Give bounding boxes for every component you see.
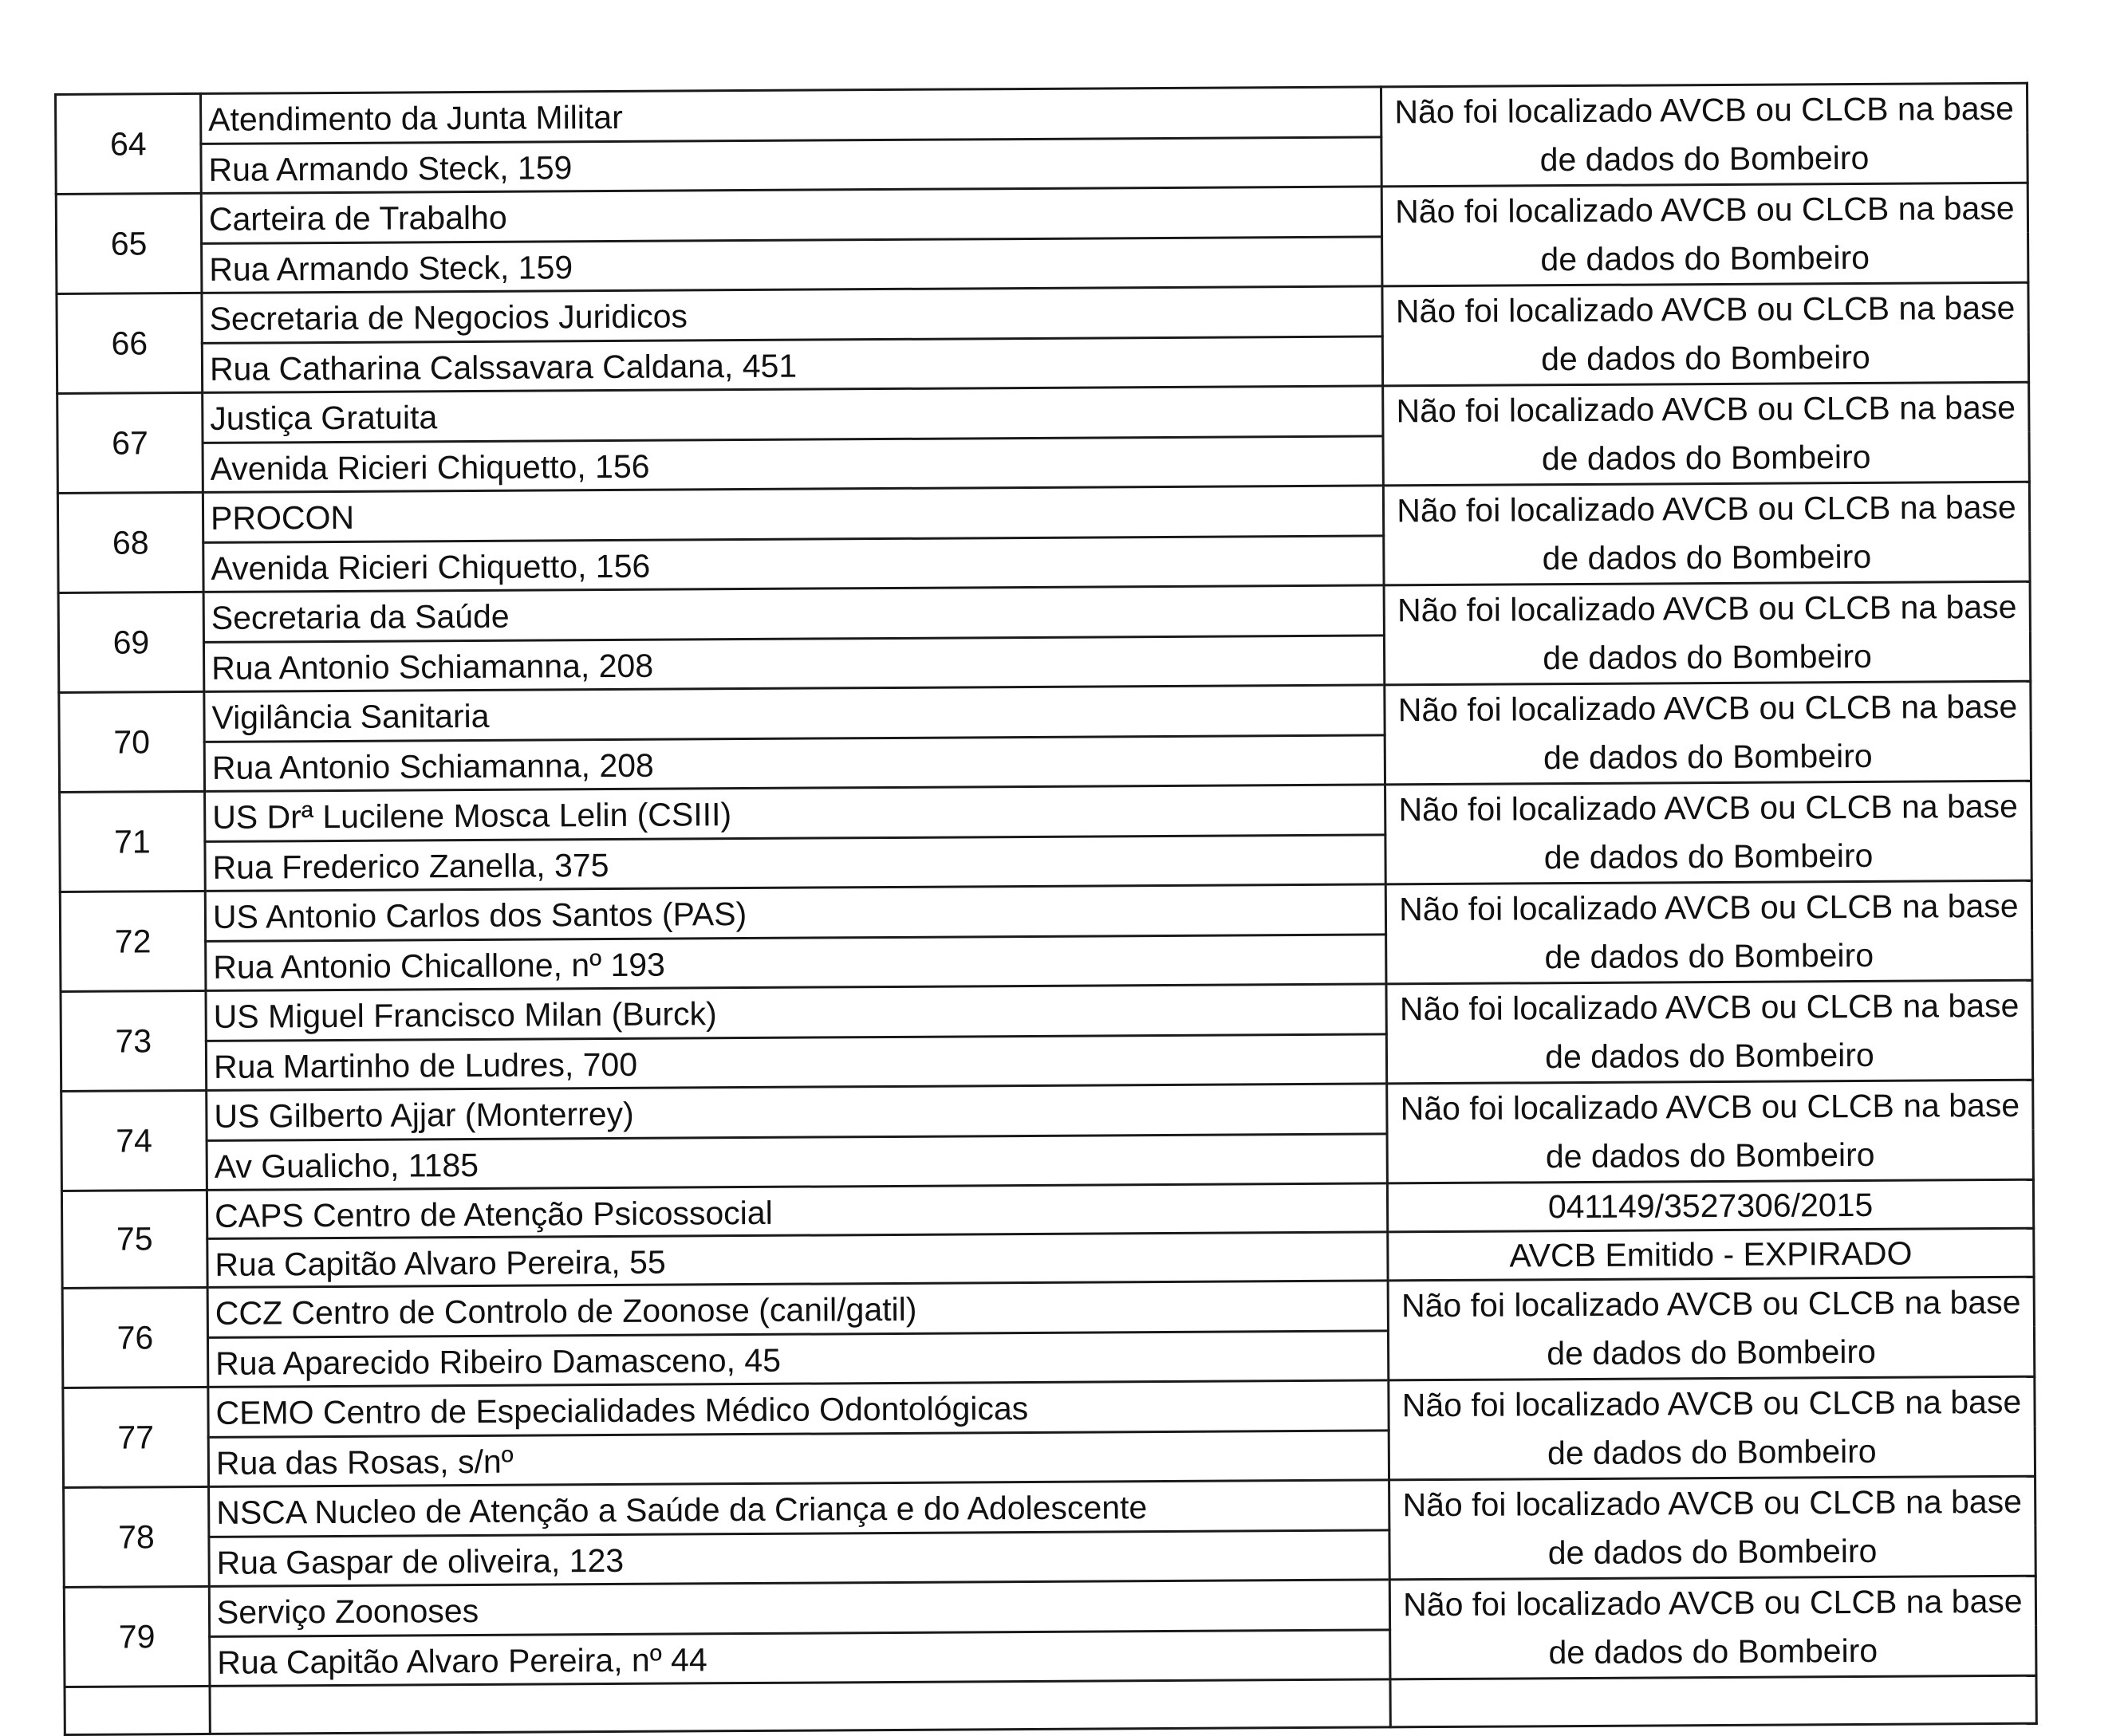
status-line-2: de dados do Bombeiro bbox=[1541, 338, 1870, 378]
facility-name: Carteira de Trabalho bbox=[201, 187, 1381, 243]
avcb-status bbox=[1382, 282, 2029, 386]
status-line-2: de dados do Bombeiro bbox=[1543, 837, 1874, 876]
status-line-1: Não foi localizado AVCB ou CLCB na base bbox=[1395, 189, 2015, 230]
facility-name: Secretaria de Negocios Juridicos bbox=[202, 286, 1382, 343]
avcb-number: 041149/3527306/2015 bbox=[1387, 1179, 2033, 1232]
status-line-2: de dados do Bombeiro bbox=[1547, 1432, 1877, 1472]
status-line-1: Não foi localizado AVCB ou CLCB na base bbox=[1399, 986, 2020, 1028]
table-row bbox=[57, 382, 2029, 443]
row-number: 70 bbox=[59, 691, 205, 792]
facility-name: US Antonio Carlos dos Santos (PAS) bbox=[205, 884, 1385, 941]
status-line-1: Não foi localizado AVCB ou CLCB na base bbox=[1402, 1482, 2023, 1524]
status-line-1: Não foi localizado AVCB ou CLCB na base bbox=[1395, 289, 2016, 330]
row-number: 75 bbox=[61, 1190, 207, 1288]
status-line-1: Não foi localizado AVCB ou CLCB na base bbox=[1397, 488, 2016, 529]
avcb-status bbox=[1385, 781, 2032, 884]
avcb-status bbox=[1383, 382, 2030, 486]
facility-name: US Gilberto Ajjar (Monterrey) bbox=[207, 1084, 1387, 1140]
table-row bbox=[62, 1277, 2034, 1338]
facility-address: Rua das Rosas, s/nº bbox=[208, 1430, 1389, 1486]
facility-address: Rua Capitão Alvaro Pereira, nº 44 bbox=[210, 1629, 1390, 1686]
status-line-1: Não foi localizado AVCB ou CLCB na base bbox=[1399, 887, 2019, 928]
row-number: 78 bbox=[64, 1486, 210, 1587]
status-line-1: Não foi localizado AVCB ou CLCB na base bbox=[1396, 388, 2016, 430]
row-number: 76 bbox=[62, 1287, 208, 1388]
avcb-status bbox=[1387, 1080, 2034, 1183]
status-line-2: de dados do Bombeiro bbox=[1545, 1136, 1875, 1175]
status-line-1: Não foi localizado AVCB ou CLCB na base bbox=[1400, 1086, 2020, 1128]
row-number: 77 bbox=[63, 1387, 209, 1487]
row-number: 74 bbox=[61, 1090, 207, 1191]
avcb-status bbox=[1381, 83, 2028, 187]
avcb-status: AVCB Emitido - EXPIRADO bbox=[1388, 1228, 2034, 1281]
table-row bbox=[60, 781, 2031, 842]
facility-name: Justiça Gratuita bbox=[203, 386, 1383, 443]
row-number: 71 bbox=[60, 791, 206, 892]
facility-name: US Miguel Francisco Milan (Burck) bbox=[206, 984, 1386, 1041]
facility-address: Rua Capitão Alvaro Pereira, 55 bbox=[207, 1232, 1388, 1288]
status-line-1: Não foi localizado AVCB ou CLCB na base bbox=[1394, 89, 2014, 131]
facility-name: PROCON bbox=[203, 486, 1383, 542]
status-line-1: Não foi localizado AVCB ou CLCB na base bbox=[1401, 1383, 2022, 1424]
table-row bbox=[58, 581, 2030, 643]
status-line-2: de dados do Bombeiro bbox=[1543, 737, 1873, 777]
facility-name: NSCA Nucleo de Atenção a Saúde da Criança e do Adolescente bbox=[209, 1480, 1389, 1537]
table-row bbox=[56, 183, 2028, 244]
status-line-2: de dados do Bombeiro bbox=[1548, 1632, 1878, 1671]
facility-address: Rua Martinho de Ludres, 700 bbox=[206, 1033, 1386, 1090]
status-line-1: Não foi localizado AVCB ou CLCB na base bbox=[1398, 787, 2019, 829]
status-line-2: de dados do Bombeiro bbox=[1545, 1036, 1874, 1076]
facilities-table bbox=[54, 82, 2038, 1736]
avcb-status bbox=[1389, 1476, 2036, 1580]
facility-name: US Drª Lucilene Mosca Lelin (CSIII) bbox=[205, 785, 1385, 841]
status-line-1: Não foi localizado AVCB ou CLCB na base bbox=[1397, 687, 2018, 729]
facility-address: Rua Aparecido Ribeiro Damasceno, 45 bbox=[207, 1330, 1388, 1387]
facility-address: Rua Antonio Schiamanna, 208 bbox=[204, 734, 1385, 791]
avcb-status bbox=[1384, 581, 2031, 685]
facility-address: Rua Catharina Calssavara Caldana, 451 bbox=[202, 336, 1382, 392]
row-number: 68 bbox=[57, 492, 203, 592]
status-line-2: de dados do Bombeiro bbox=[1547, 1532, 1878, 1572]
table-row bbox=[61, 1080, 2033, 1141]
empty-row bbox=[65, 1675, 2036, 1734]
table-row bbox=[61, 980, 2032, 1041]
facility-address: Rua Armando Steck, 159 bbox=[201, 136, 1381, 193]
table-row bbox=[60, 880, 2031, 942]
facility-name: Atendimento da Junta Militar bbox=[201, 87, 1381, 144]
facility-name: CCZ Centro de Controlo de Zoonose (canil/gatil) bbox=[207, 1281, 1388, 1337]
status-line-1: Não foi localizado AVCB ou CLCB na base bbox=[1403, 1582, 2023, 1624]
facility-address: Rua Antonio Chicallone, nº 193 bbox=[206, 934, 1386, 990]
avcb-status bbox=[1381, 183, 2028, 286]
avcb-status bbox=[1386, 980, 2033, 1084]
status-line-2: de dados do Bombeiro bbox=[1547, 1333, 1877, 1372]
row-number: 73 bbox=[61, 990, 207, 1091]
table-body bbox=[56, 83, 2037, 1734]
row-number: 79 bbox=[64, 1586, 210, 1687]
table-row bbox=[57, 482, 2029, 543]
facility-address: Av Gualicho, 1185 bbox=[207, 1133, 1387, 1190]
avcb-status bbox=[1389, 1376, 2035, 1480]
row-number: 72 bbox=[60, 891, 206, 991]
status-line-2: de dados do Bombeiro bbox=[1543, 637, 1873, 677]
facility-name: CEMO Centro de Especialidades Médico Odontológicas bbox=[208, 1380, 1389, 1437]
table-row bbox=[57, 282, 2028, 344]
empty-cell-name bbox=[210, 1679, 1390, 1734]
status-line-1: Não foi localizado AVCB ou CLCB na base bbox=[1401, 1283, 2021, 1325]
facility-name: Vigilância Sanitaria bbox=[204, 685, 1385, 742]
row-number: 66 bbox=[57, 293, 203, 393]
empty-cell-status bbox=[1390, 1675, 2036, 1727]
row-number: 69 bbox=[58, 592, 204, 692]
empty-cell-number bbox=[65, 1686, 210, 1734]
avcb-status bbox=[1389, 1576, 2036, 1679]
facility-address: Avenida Ricieri Chiquetto, 156 bbox=[203, 435, 1383, 492]
table-row bbox=[64, 1476, 2035, 1537]
avcb-status bbox=[1385, 880, 2032, 984]
table-row bbox=[59, 681, 2031, 742]
row-number: 64 bbox=[56, 93, 202, 194]
facility-address: Rua Antonio Schiamanna, 208 bbox=[203, 635, 1384, 691]
status-line-2: de dados do Bombeiro bbox=[1539, 139, 1870, 179]
table-row bbox=[63, 1376, 2035, 1438]
status-line-2: de dados do Bombeiro bbox=[1544, 936, 1874, 976]
table-row bbox=[56, 83, 2028, 144]
facility-address: Rua Gaspar de oliveira, 123 bbox=[209, 1529, 1389, 1586]
facility-address: Rua Frederico Zanella, 375 bbox=[205, 834, 1385, 891]
facility-name: Secretaria da Saúde bbox=[203, 585, 1384, 642]
avcb-status bbox=[1388, 1277, 2035, 1380]
facility-name: CAPS Centro de Atenção Psicossocial bbox=[207, 1183, 1387, 1239]
avcb-status bbox=[1385, 681, 2031, 785]
status-line-2: de dados do Bombeiro bbox=[1541, 438, 1871, 478]
facility-name: Serviço Zoonoses bbox=[209, 1580, 1389, 1636]
avcb-status bbox=[1383, 482, 2030, 585]
status-line-2: de dados do Bombeiro bbox=[1542, 537, 1872, 577]
row-number: 65 bbox=[56, 193, 202, 293]
status-line-1: Não foi localizado AVCB ou CLCB na base bbox=[1397, 588, 2017, 629]
status-line-2: de dados do Bombeiro bbox=[1540, 238, 1870, 278]
facility-address: Avenida Ricieri Chiquetto, 156 bbox=[203, 535, 1384, 592]
row-number: 67 bbox=[57, 392, 203, 493]
facility-address: Rua Armando Steck, 159 bbox=[202, 236, 1382, 293]
table-row bbox=[64, 1576, 2035, 1637]
